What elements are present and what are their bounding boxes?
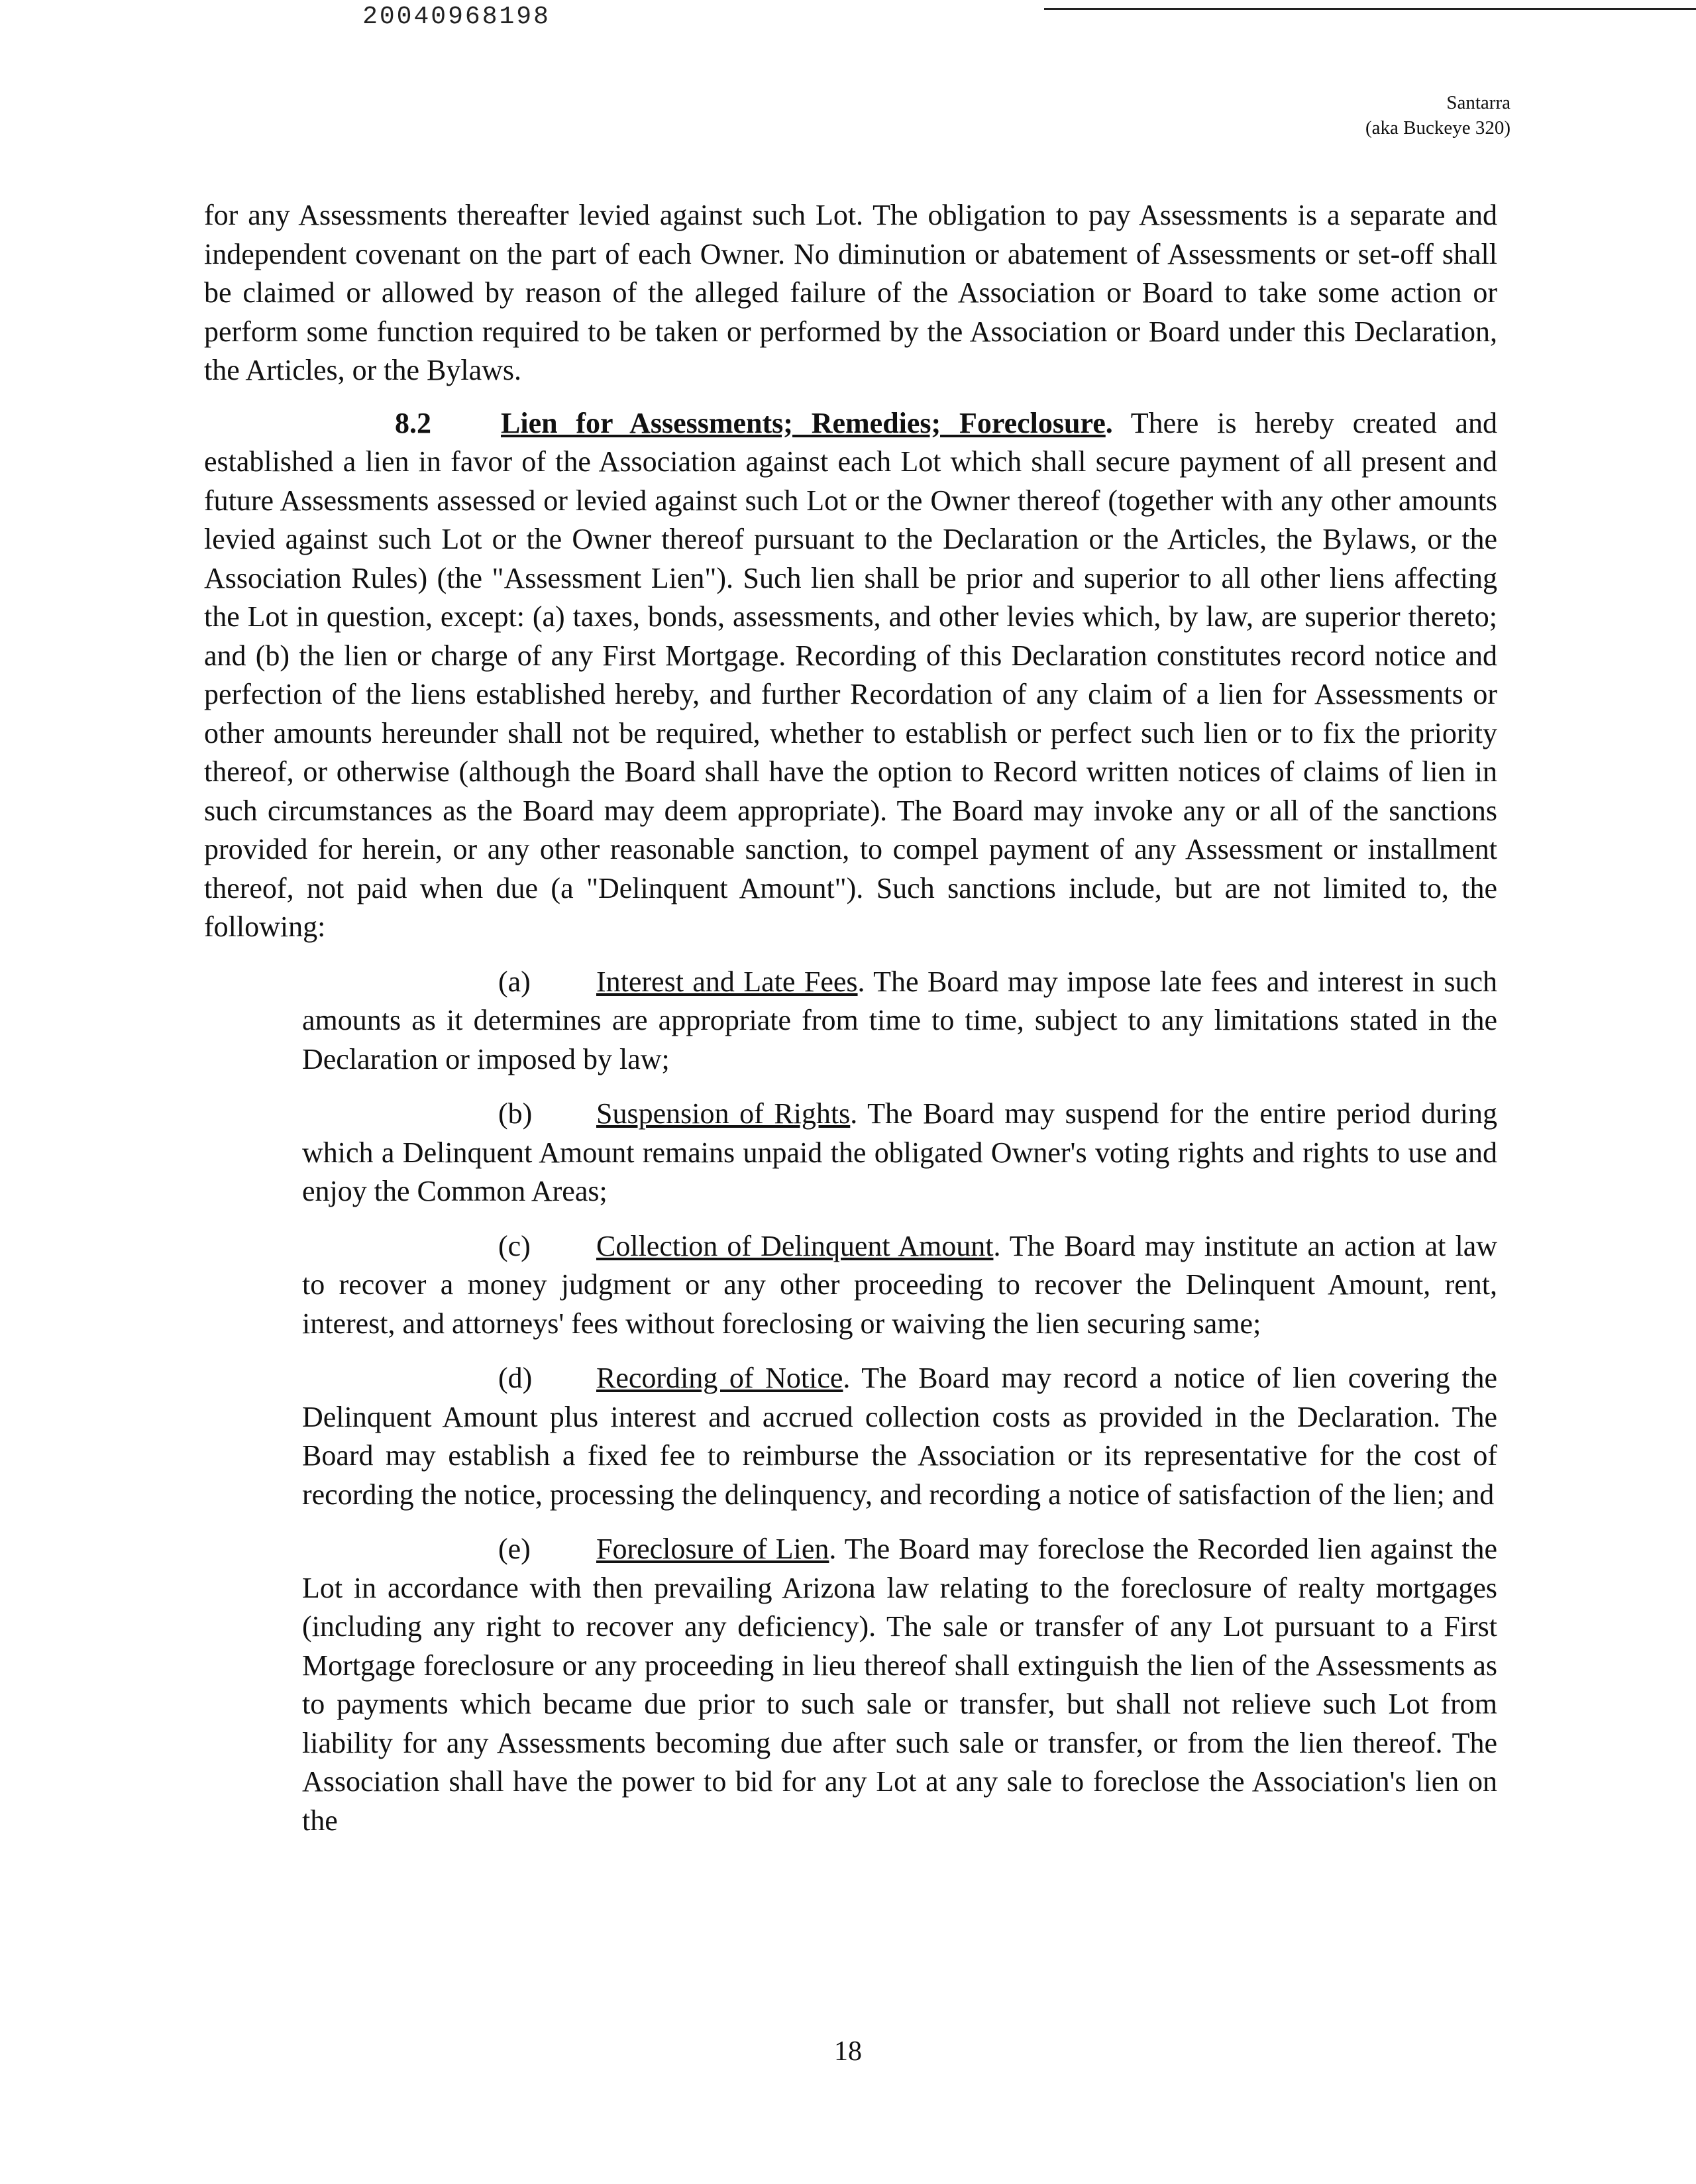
section-body: There is hereby created and established a lien in favor of the Association against each Lot which shall secure payment of all present and future Assessments assessed or levied against such Lot or the Owner thereof (together with any other amounts levied against such Lot or the Owner thereof pursuant to the Declaration or the Articles, the Bylaws, or the Association Rules) (the "Assessment Lien"). Such lien shall be prior and superior to all other liens affecting the Lot in question, except: (a) taxes, bonds, assessments, and other levies which, by law, are superior thereto; and (b) the lien or charge of any First Mortgage. Recording of this Declaration constitutes record notice and perfection of the liens established hereby, and further Recordation of any claim of a lien for Assessments or other amounts hereunder shall not be required, whether to establish or perfect such lien or to fix the priority thereof, or otherwise (although the Board shall have the option to Record written notices of claims of lien in such circumstances as the Board may deem appropriate). The Board may invoke any or all of the sanctions provided for herein, or any other reasonable sanction, to compel payment of any Assessment or installment thereof, not paid when due (a "Delinquent Amount"). Such sanctions include, but are not limited to, the following: [204,406,1497,943]
subsection-c [302,1227,1497,1344]
subsection-label: (b) [498,1097,533,1130]
subsection-title: Recording of Notice [596,1362,843,1394]
subsection-d [302,1359,1497,1514]
running-header [1365,90,1510,140]
document-body [204,196,1497,1840]
subsection-label: (a) [498,965,531,998]
subsection-title: Foreclosure of Lien [596,1533,829,1565]
section-title: Lien for Assessments; Remedies; Foreclosure [501,406,1106,439]
subsection-title: Interest and Late Fees [596,965,858,998]
subsection-text: . The Board may institute an action at law to recover a money judgment or any other proceeding to recover the Delinquent Amount, rent, interest, and attorneys' fees without foreclosing or waiving the lien securing same; [302,1229,1497,1340]
recording-number: 20040968198 [362,3,551,31]
subsection-text: . The Board may suspend for the entire period during which a Delinquent Amount remains unpaid the obligated Owner's voting rights and rights to use and enjoy the Common Areas; [302,1097,1498,1207]
section-title-punct: . [1105,406,1113,439]
project-name: Santarra [1446,92,1510,113]
subsection-a [302,963,1497,1079]
subsection-label: (d) [498,1362,533,1394]
subsection-label: (c) [498,1229,531,1262]
subsection-b [302,1095,1497,1211]
subsection-title: Collection of Delinquent Amount [596,1229,994,1262]
subsection-text: . The Board may impose late fees and interest in such amounts as it determines are appropriate from time to time, subject to any limitations stated in the Declaration or imposed by law; [302,965,1497,1075]
subsection-title: Suspension of Rights [596,1097,851,1130]
subsection-e [302,1530,1497,1840]
project-alias: (aka Buckeye 320) [1365,117,1510,138]
top-rule [1044,8,1696,10]
subsection-list [204,963,1497,1841]
continuation-paragraph: for any Assessments thereafter levied against such Lot. The obligation to pay Assessments is a separate and independent covenant on the part of each Owner. No diminution or abatement of Assessments or set-off shall be claimed or allowed by reason of the alleged failure of the Association or Board to take some action or perform some function required to be taken or performed by the Association or Board under this Declaration, the Articles, or the Bylaws. [204,199,1497,386]
subsection-text: . The Board may foreclose the Recorded lien against the Lot in accordance with then prevailing Arizona law relating to the foreclosure of realty mortgages (including any right to recover any deficiency). The sale or transfer of any Lot pursuant to a First Mortgage foreclosure or any proceeding in lieu thereof shall extinguish the lien of the Assessments as to payments which became due prior to such sale or transfer, but shall not relieve such Lot from liability for any Assessments becoming due after such sale or transfer, or from the lien thereof. The Association shall have the power to bid for any Lot at any sale to foreclose the Association's lien on the [302,1533,1497,1837]
page-number: 18 [834,2036,862,2067]
subsection-label: (e) [498,1533,531,1565]
section-number: 8.2 [395,406,431,439]
section-8-2 [204,404,1497,947]
subsection-text: . The Board may record a notice of lien covering the Delinquent Amount plus interest and accrued collection costs as provided in the Declaration. The Board may establish a fixed fee to reimburse the Association or its representative for the cost of recording the notice, processing the delinquency, and recording a notice of satisfaction of the lien; and [302,1362,1498,1511]
